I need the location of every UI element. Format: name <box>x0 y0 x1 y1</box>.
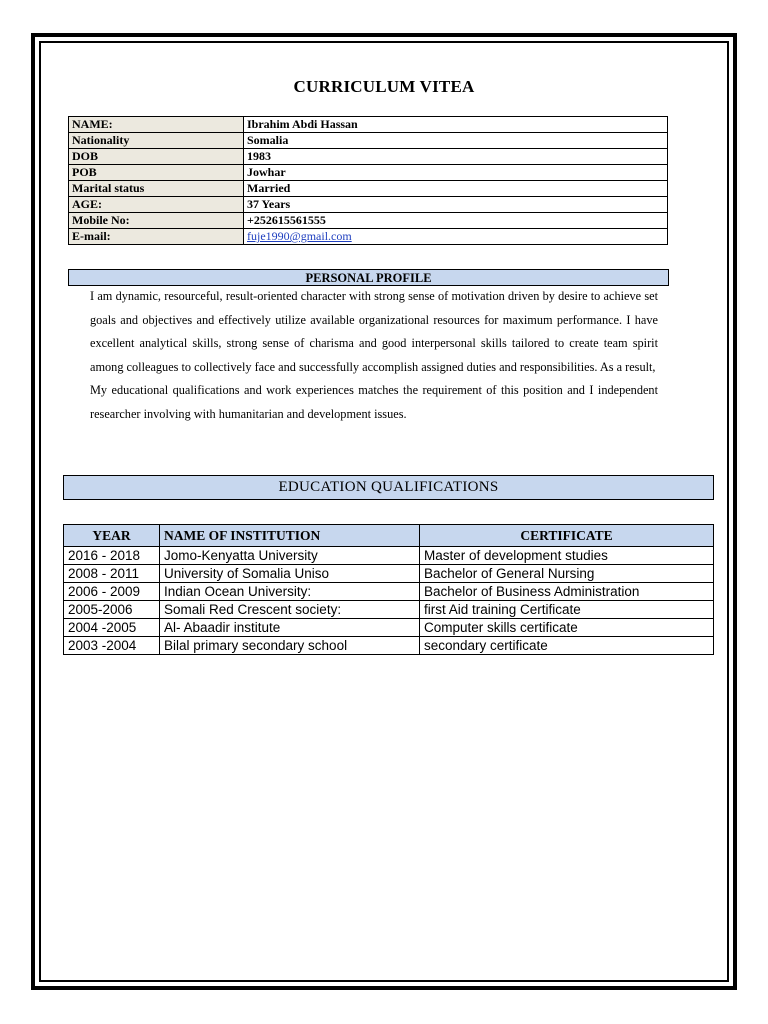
info-row-nationality <box>69 133 668 149</box>
personal-profile-text <box>90 285 658 426</box>
year-cell: 2006 - 2009 <box>64 583 160 601</box>
info-value: 1983 <box>244 149 668 165</box>
info-label: Nationality <box>69 133 244 149</box>
year-cell: 2016 - 2018 <box>64 547 160 565</box>
table-row <box>64 583 714 601</box>
profile-paragraph: My educational qualifications and work experiences matches the requirement of this position and I independent researcher involving with humanitarian and development issues. <box>90 383 658 421</box>
info-value: 37 Years <box>244 197 668 213</box>
info-row-marital-status <box>69 181 668 197</box>
info-label: NAME: <box>69 117 244 133</box>
certificate-cell: Bachelor of Business Administration <box>420 583 714 601</box>
institution-cell: Al- Abaadir institute <box>160 619 420 637</box>
info-row-email <box>69 229 668 245</box>
certificate-cell: secondary certificate <box>420 637 714 655</box>
profile-paragraph: I am dynamic, resourceful, result-oriented character with strong sense of motivation driven by desire to achieve set goals and objectives and effectively utilize available organizational resources for maximum performance. I have excellent analytical skills, strong sense of charisma and good interpersonal skills tailored to create team spirit among colleagues to collectively face and successfully accomplish assigned duties and responsibilities. As a result, <box>90 289 658 374</box>
info-row-mobile <box>69 213 668 229</box>
personal-info-table <box>68 116 668 245</box>
column-header-certificate: CERTIFICATE <box>420 525 714 547</box>
table-row <box>64 565 714 583</box>
table-row <box>64 601 714 619</box>
info-value: Married <box>244 181 668 197</box>
year-cell: 2004 -2005 <box>64 619 160 637</box>
info-row-age <box>69 197 668 213</box>
certificate-cell: Computer skills certificate <box>420 619 714 637</box>
info-label: POB <box>69 165 244 181</box>
table-row <box>64 547 714 565</box>
column-header-institution: NAME OF INSTITUTION <box>160 525 420 547</box>
education-heading: EDUCATION QUALIFICATIONS <box>63 475 714 500</box>
info-label: Mobile No: <box>69 213 244 229</box>
year-cell: 2003 -2004 <box>64 637 160 655</box>
document-title: CURRICULUM VITEA <box>293 77 475 96</box>
info-row-dob <box>69 149 668 165</box>
info-value <box>244 229 668 245</box>
info-label: E-mail: <box>69 229 244 245</box>
year-cell: 2005-2006 <box>64 601 160 619</box>
table-row <box>64 637 714 655</box>
certificate-cell: Bachelor of General Nursing <box>420 565 714 583</box>
institution-cell: Somali Red Crescent society: <box>160 601 420 619</box>
info-label: DOB <box>69 149 244 165</box>
info-value: Somalia <box>244 133 668 149</box>
info-row-pob <box>69 165 668 181</box>
info-label: Marital status <box>69 181 244 197</box>
education-table <box>63 524 714 655</box>
info-label: AGE: <box>69 197 244 213</box>
certificate-cell: Master of development studies <box>420 547 714 565</box>
table-header-row <box>64 525 714 547</box>
table-row <box>64 619 714 637</box>
info-value: Jowhar <box>244 165 668 181</box>
institution-cell: Jomo-Kenyatta University <box>160 547 420 565</box>
personal-profile-heading: PERSONAL PROFILE <box>68 269 669 286</box>
institution-cell: Indian Ocean University: <box>160 583 420 601</box>
info-row-name <box>69 117 668 133</box>
info-value: +252615561555 <box>244 213 668 229</box>
column-header-year: YEAR <box>64 525 160 547</box>
institution-cell: Bilal primary secondary school <box>160 637 420 655</box>
info-value: Ibrahim Abdi Hassan <box>244 117 668 133</box>
certificate-cell: first Aid training Certificate <box>420 601 714 619</box>
email-link[interactable]: fuje1990@gmail.com <box>247 229 352 243</box>
year-cell: 2008 - 2011 <box>64 565 160 583</box>
institution-cell: University of Somalia Uniso <box>160 565 420 583</box>
